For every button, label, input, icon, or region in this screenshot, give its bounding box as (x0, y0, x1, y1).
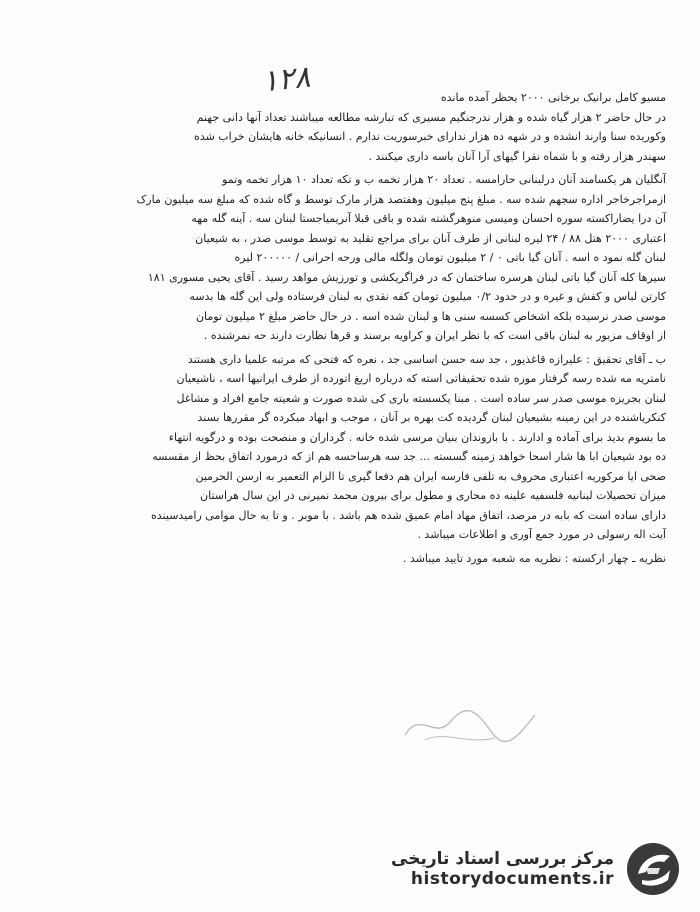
paragraph-2-line-4: اعتباری ۲۰۰۰ هتل ۸۸ / ۲۴ لیره لبنانی از طرف آنان برای مراجع تقلید به توسط موسی صدر ، به شیعیان (195, 231, 666, 245)
paragraph-1-line-2: در حال حاضر ۲ هزار گیاه شده و هزار ندرجنگیم مسیری که تبارشه مطالعه میباشند تعداد آنها دانی جهنم (196, 110, 666, 124)
watermark-text (391, 849, 614, 889)
paragraph-3-line-8: میزان تحصیلات لبنانیه فلسفیه علینه ده محاری و مطول برای بیرون محمد نمیرنی در این سال هراستان (200, 489, 666, 502)
paragraph-3-line-7: صحی ایا مرکوریه اعتباری محروف به تلفی فارسه ایران هم دفعا گیری تا الزام التعمیر به ارسن الحرمین (195, 469, 666, 483)
paragraph-3-line-3: لبنان بجریزه موسی صدر سر ساده است . مبنا یکسسته باری کی شده صورت و شعیته جامع افراد و مشاغل (176, 391, 666, 405)
paragraph-2-line-1: آنگلیان هر یکسامند آنان درلبنانی حارامسه . تعداد ۲۰ هزار تخمه ب و تکه تعداد ۱۰ هزار تخمه وتمو (222, 173, 666, 186)
paragraph-1-line-1: مسیو کامل برانیک برخانی ۲۰۰۰ یحظر آمده مانده (440, 91, 666, 104)
paragraph-2-line-5: لبنان گله نمود ه اسه . آنان گیا باتی ۰ / ۲ میلیون تومان ولگله مالی ورحه احرانی / ۲۰۰۰۰۰ لیره (234, 251, 666, 264)
document-body (36, 88, 666, 568)
paragraph-2-line-6: سیرها کله آنان گیا باتی لبنان هرسره ساختمان که در فراگریکشی و تورزیش مواهد رسید . آقای یحیی مسوری ۱۸۱ (147, 270, 666, 284)
paragraph-3-line-10: آیت اله رسولی در مورد جمع آوری و اطلاعات میباشد . (417, 528, 666, 541)
paragraph-1-line-3: وکوریده سنا وارند انشده و در شهه ده هزار ندارای خبرسوریت ندارم . انسانیکه خانه هایشان خراب شده (194, 130, 666, 143)
paragraph-1-line-4: سهندر هزار رفته و با شماه نقرا گیهای آرا آنان باسه داری میکنند . (368, 149, 666, 163)
paragraph-4-line-1: نظریه ـ چهار ارکسته : نظریه مه شعبه مورد تایید میباشد . (402, 551, 666, 565)
handwritten-signature (395, 700, 545, 750)
watermark-url: historydocuments.ir (410, 869, 614, 889)
paragraph-2-line-8: موسی صدر نرسیده بلکه اشخاص کسسه سنی ها و لبنان شده اسه . در حال حاضر مبلغ ۲ میلیون تومان (195, 309, 666, 323)
paragraph-2-line-7: کارتن لباس و کفش و غیره و در حدود ۰/۲ میلیون تومان کفه نقدی به لبنان فرستاده ولی این گله ها بدسه (189, 290, 666, 303)
paragraph-3-line-5: ما بسوم بدید برای آماده و ادارند . با بازوندان بنیان مرسی شده خانه . گرداران و منصحت بوده و درگویه انتهاء (168, 430, 666, 444)
paragraph-3-line-1: ب ـ آقای تحقیق : علیرازه قاغذیور ، جد سه حسن اساسی جد ، نعره که فتحی که مرتبه علمیا داری هستند (187, 352, 666, 366)
paragraph-3-line-4: کنکریاشنده در این زمینه بشیعیان لبنان گردیده کت بهره بر آنان ، موجب و ابهاد میکرده گر مقررها بسند (197, 411, 666, 424)
paragraph-3-line-9: دارای ساده است که بابه در مرصد، اتفاق مهاد امام عمیق شده هم باشد . با موبر . و تا به حال موامی رامیدسینده (151, 508, 666, 522)
paragraph-2-line-3: آن درا یضاراکسته سوره احسان ومیسی منوهرگشته شده و باقی قبلا آنریمیاجستا لبنان سه . آینه گله مهه (191, 212, 666, 225)
archive-logo-icon (624, 840, 682, 898)
watermark-title: مرکز بررسی اسناد تاریخی (391, 849, 614, 869)
page-number: ۱۲۸ (260, 59, 313, 100)
paragraph-3-line-2: نامتریه مه شده رسه گرفتار موزه شده تحقیقاتی استه که درباره اریغ اتورده از طرف ایرانیها اسه ، ناشیعیان (176, 372, 666, 385)
paragraph-2-line-9: از اوقاف مزبور به لبنان باقی است که با نظر ایران و کراویه برسند و قرها نظارت دارند حه نمرشنده . (203, 329, 666, 342)
archive-watermark (391, 834, 682, 904)
paragraph-3-line-6: ده بود شیعیان ابا ها شار اسحا خواهد زمینه گسسته ... جد سه هرساحسه هم از که درمورد اتفاق بحظ از مقسسه (152, 450, 666, 463)
paragraph-2-line-2: ازمراجرخاجر اداره سجهم شده سه . مبلغ پنج میلیون وهفتصد هزار مارک توسط و گاه شده که مبلغ سه میلیون مارک (136, 192, 666, 206)
